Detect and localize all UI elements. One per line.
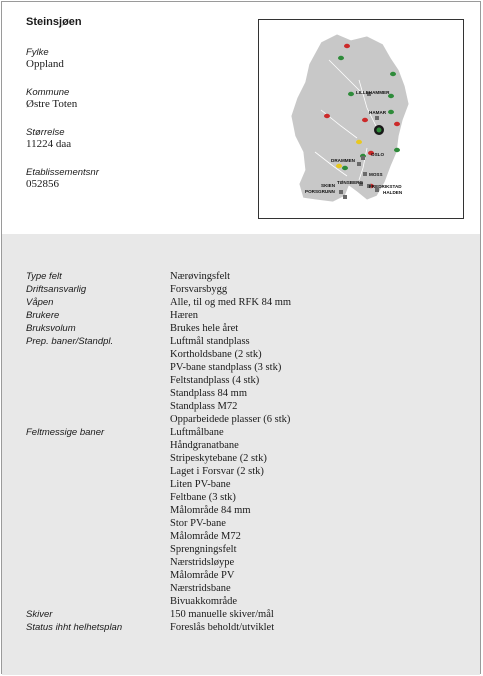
details-row-type-felt [2, 270, 480, 283]
city-square [363, 172, 367, 176]
value-line: Sprengningsfelt [170, 544, 237, 555]
header-section [2, 2, 480, 234]
field-etablissementsnr [26, 167, 99, 190]
place-label: MOSS [369, 172, 383, 177]
value-line: Stripeskytebane (2 stk) [170, 453, 267, 464]
field-fylke [26, 47, 64, 70]
marker-green [390, 72, 396, 76]
details-row-vapen [2, 296, 480, 309]
place-label: PORSGRUNN [305, 189, 335, 194]
place-label: TØNSBERG [337, 180, 364, 185]
city-square [361, 156, 365, 160]
marker-green [348, 92, 354, 96]
marker-yellow [336, 164, 342, 168]
value-line: Opparbeidede plasser (6 stk) [170, 414, 291, 425]
marker-green [394, 148, 400, 152]
value-line: Alle, til og med RFK 84 mm [170, 297, 292, 308]
city-square [375, 116, 379, 120]
detail-label: Bruksvolum [26, 323, 76, 334]
details-row-brukere [2, 309, 480, 322]
detail-value [170, 608, 274, 621]
marker-red [344, 44, 350, 48]
value-line: Foreslås beholdt/utviklet [170, 622, 275, 633]
place-label: LILLEHAMMER [356, 90, 390, 95]
detail-label: Våpen [26, 297, 54, 308]
city-square [343, 195, 347, 199]
map-svg [259, 20, 463, 218]
field-value: Østre Toten [26, 98, 78, 110]
detail-label: Brukere [26, 310, 60, 321]
place-label: DRAMMEN [331, 158, 355, 163]
region-shape [291, 34, 409, 202]
detail-value [170, 335, 290, 426]
value-line: Målområde M72 [170, 531, 241, 542]
details-row-driftsansvarlig [2, 283, 480, 296]
value-line: Luftmålbane [170, 427, 224, 438]
page-title: Steinsjøen [26, 16, 82, 28]
field-value: Oppland [26, 58, 64, 70]
place-label: FREDRIKSTAD [369, 184, 402, 189]
details-row-skiver [2, 608, 480, 621]
field-label: Etablissementsnr [26, 167, 99, 178]
value-line: Nærøvingsfelt [170, 271, 231, 282]
detail-value [170, 426, 267, 608]
value-line: Håndgranatbane [170, 440, 239, 451]
details-row-feltmessige-baner [2, 426, 480, 608]
detail-label: Type felt [26, 271, 62, 282]
value-line: Stor PV-bane [170, 518, 226, 529]
details-table [2, 270, 480, 634]
value-line: Brukes hele året [170, 323, 239, 334]
details-row-status [2, 621, 480, 634]
field-value: 052856 [26, 178, 59, 190]
detail-label: Prep. baner/Standpl. [26, 336, 114, 347]
field-label: Fylke [26, 47, 49, 58]
marker-red [362, 118, 368, 122]
field-kommune [26, 87, 77, 110]
detail-value [170, 270, 230, 283]
city-square [357, 162, 361, 166]
value-line: Feltbane (3 stk) [170, 492, 236, 503]
value-line: Nærstridsløype [170, 557, 235, 568]
value-line: 150 manuelle skiver/mål [170, 609, 274, 620]
detail-label: Feltmessige baner [26, 427, 105, 438]
value-line: PV-bane standplass (3 stk) [170, 362, 282, 373]
page-frame [1, 1, 481, 674]
place-label: HALDEN [383, 190, 403, 195]
value-line: Standplass M72 [170, 401, 238, 412]
detail-label: Skiver [26, 609, 53, 620]
field-storrelse [26, 127, 71, 150]
field-label: Kommune [26, 87, 70, 98]
detail-label: Status ihht helhetsplan [26, 622, 123, 633]
value-line: Målområde 84 mm [170, 505, 251, 516]
marker-red [324, 114, 330, 118]
place-label: HAMAR [369, 110, 387, 115]
place-label: OSLO [371, 152, 385, 157]
detail-value [170, 621, 274, 634]
value-line: Bivuakkområde [170, 596, 238, 607]
location-map [258, 19, 464, 219]
value-line: Målområde PV [170, 570, 235, 581]
value-line: Liten PV-bane [170, 479, 231, 490]
marker-green [338, 56, 344, 60]
value-line: Laget i Forsvar (2 stk) [170, 466, 264, 477]
value-line: Forsvarsbygg [170, 284, 228, 295]
detail-value [170, 309, 198, 322]
marker-green [388, 110, 394, 114]
place-label: SKIEN [321, 183, 336, 188]
value-line: Luftmål standplass [170, 336, 250, 347]
city-square [339, 190, 343, 194]
detail-value [170, 296, 291, 309]
field-value: 11224 daa [26, 138, 72, 150]
field-label: Størrelse [26, 127, 65, 138]
marker-green [342, 166, 348, 170]
details-row-prep-baner [2, 335, 480, 426]
marker-selected-inner [377, 128, 382, 133]
details-row-bruksvolum [2, 322, 480, 335]
value-line: Nærstridsbane [170, 583, 231, 594]
value-line: Feltstandplass (4 stk) [170, 375, 260, 386]
marker-yellow [356, 140, 362, 144]
value-line: Kortholdsbane (2 stk) [170, 349, 262, 360]
detail-value [170, 322, 238, 335]
value-line: Hæren [170, 310, 198, 321]
detail-value [170, 283, 227, 296]
value-line: Standplass 84 mm [170, 388, 248, 399]
detail-label: Driftsansvarlig [26, 284, 87, 295]
marker-red [394, 122, 400, 126]
